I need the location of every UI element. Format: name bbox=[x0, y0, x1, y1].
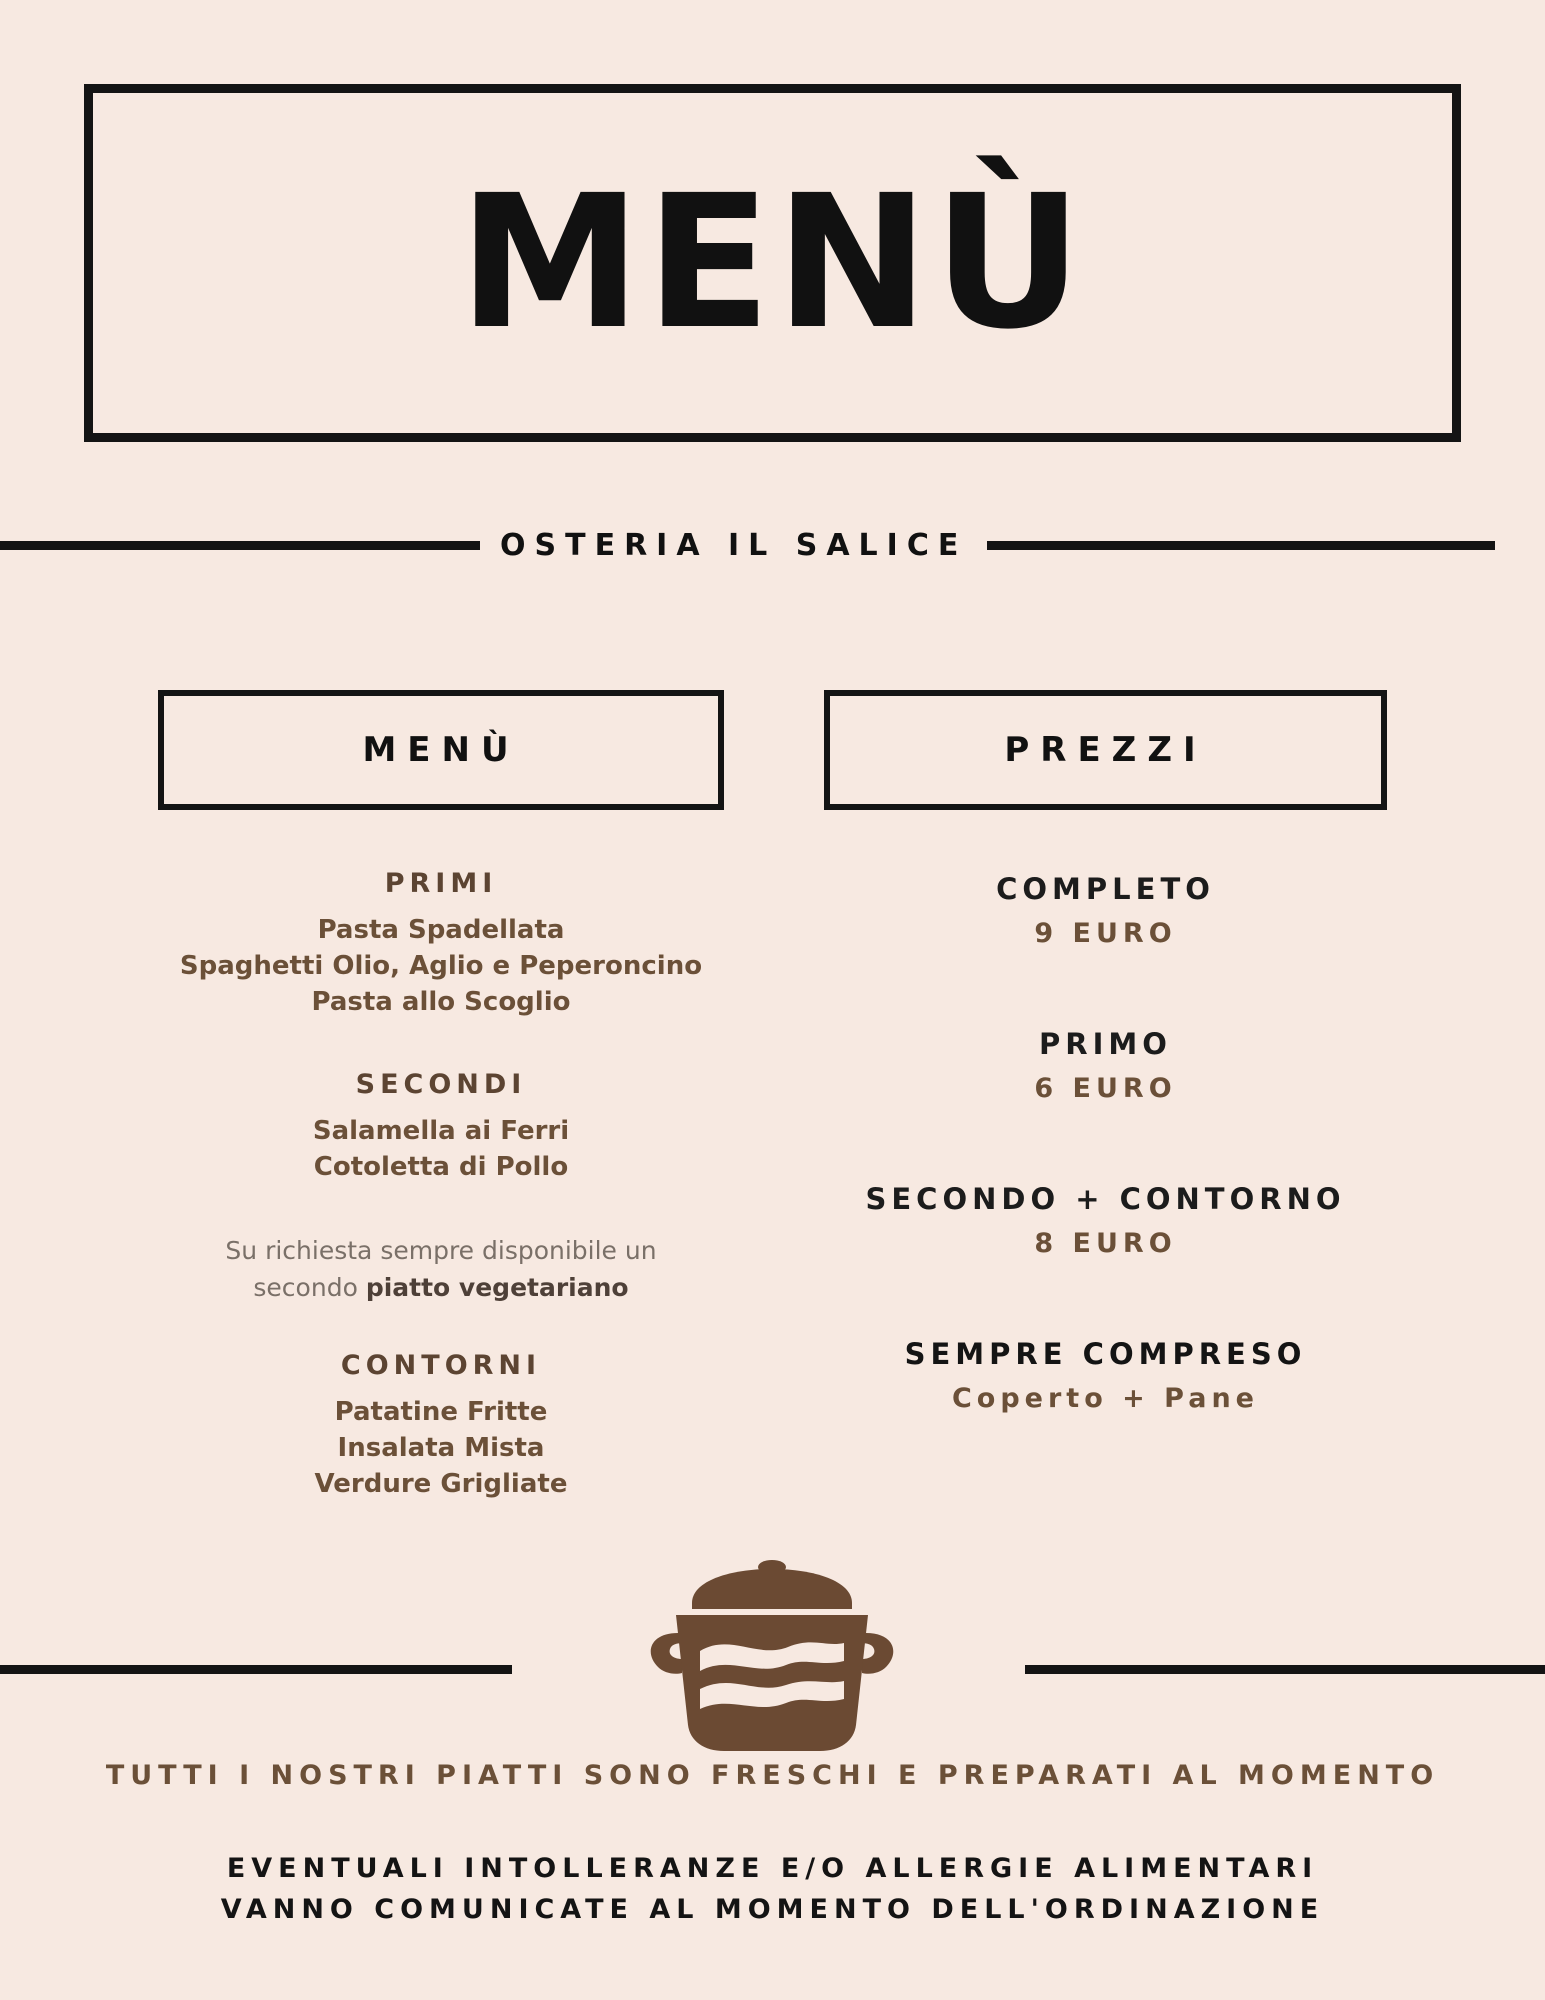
menu-column-header-label: MENÙ bbox=[362, 730, 520, 770]
menu-column bbox=[0, 690, 772, 1551]
menu-section-contorni bbox=[158, 1350, 724, 1503]
bottom-divider-right bbox=[1025, 1665, 1545, 1674]
divider-right bbox=[987, 541, 1495, 550]
price-value: 9 EURO bbox=[1034, 918, 1177, 949]
title-frame bbox=[84, 84, 1461, 442]
vegetarian-note-emphasis: piatto vegetariano bbox=[365, 1272, 629, 1302]
price-value: 6 EURO bbox=[1034, 1073, 1177, 1104]
price-list bbox=[824, 872, 1387, 1414]
menu-item: Spaghetti Olio, Aglio e Peperoncino bbox=[179, 950, 703, 981]
section-title: CONTORNI bbox=[340, 1349, 542, 1381]
price-item-sempre-compreso bbox=[824, 1337, 1387, 1414]
restaurant-name-row bbox=[0, 525, 1545, 565]
price-label: SEMPRE COMPRESO bbox=[904, 1337, 1307, 1371]
menu-item: Cotoletta di Pollo bbox=[313, 1151, 569, 1182]
cooking-pot-icon bbox=[630, 1555, 915, 1755]
menu-item: Verdure Grigliate bbox=[314, 1468, 568, 1499]
section-title: SECONDI bbox=[355, 1068, 527, 1100]
menu-item: Pasta Spadellata bbox=[317, 915, 565, 945]
menu-item: Salamella ai Ferri bbox=[312, 1115, 570, 1146]
bottom-divider-left bbox=[0, 1665, 512, 1674]
vegetarian-note bbox=[181, 1233, 701, 1306]
menu-sections bbox=[158, 868, 724, 1503]
price-value: 8 EURO bbox=[1034, 1228, 1177, 1259]
menu-columns bbox=[0, 690, 1545, 1551]
price-item-completo bbox=[824, 872, 1387, 949]
price-label: PRIMO bbox=[1039, 1027, 1172, 1061]
allergy-note bbox=[0, 1849, 1545, 1930]
menu-item: Insalata Mista bbox=[337, 1432, 545, 1463]
footer bbox=[0, 1760, 1545, 1930]
menu-item: Patatine Fritte bbox=[334, 1396, 548, 1427]
price-label: COMPLETO bbox=[996, 872, 1215, 906]
menu-column-header bbox=[158, 690, 724, 810]
allergy-note-line-2: VANNO COMUNICATE AL MOMENTO DELL'ORDINAZIONE bbox=[220, 1893, 1325, 1925]
divider-left bbox=[0, 541, 480, 550]
menu-item: Pasta allo Scoglio bbox=[311, 986, 571, 1017]
prices-column-header-label: PREZZI bbox=[1004, 730, 1207, 770]
prices-column-header bbox=[824, 690, 1387, 810]
price-value: Coperto + Pane bbox=[951, 1383, 1259, 1414]
price-item-secondo-contorno bbox=[824, 1182, 1387, 1259]
allergy-note-line-1: EVENTUALI INTOLLERANZE E/O ALLERGIE ALIMENTARI bbox=[226, 1853, 1319, 1884]
menu-section-secondi bbox=[158, 1069, 724, 1186]
restaurant-name: OSTERIA IL SALICE bbox=[500, 527, 968, 563]
prices-column bbox=[772, 690, 1545, 1551]
freshness-note: TUTTI I NOSTRI PIATTI SONO FRESCHI E PREPARATI AL MOMENTO bbox=[105, 1760, 1440, 1791]
section-title: PRIMI bbox=[384, 868, 498, 899]
page-title: MENÙ bbox=[458, 156, 1087, 370]
price-label: SECONDO + CONTORNO bbox=[865, 1182, 1346, 1216]
vegetarian-note-text: Su richiesta sempre disponibile un secondo bbox=[225, 1236, 657, 1302]
menu-section-primi bbox=[158, 868, 724, 1021]
price-item-primo bbox=[824, 1027, 1387, 1104]
